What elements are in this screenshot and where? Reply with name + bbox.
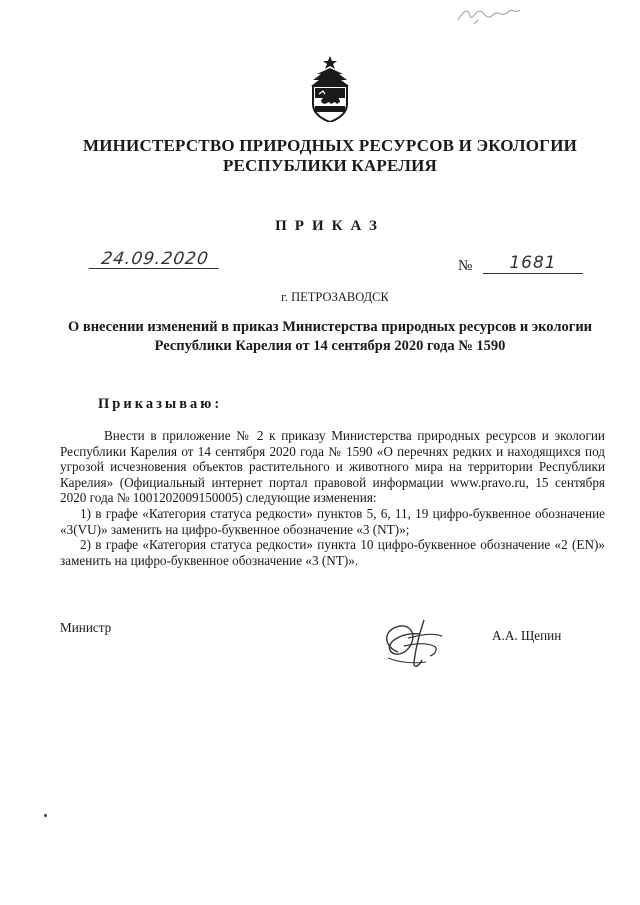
change-item-2: 2) в графе «Категория статуса редкости» пункта 10 цифро-буквенное обозначение «2 (EN)» заменить на цифро-буквенное обозначение «3 (NT)». bbox=[60, 537, 605, 568]
ministry-line-2: РЕСПУБЛИКИ КАРЕЛИЯ bbox=[222, 156, 438, 175]
subject-line-2: Республики Карелия от 14 сентября 2020 года № 1590 bbox=[154, 338, 506, 354]
ministry-name bbox=[40, 136, 620, 176]
order-number-label: № bbox=[458, 258, 473, 274]
order-body bbox=[60, 428, 605, 568]
change-item-1: 1) в графе «Категория статуса редкости» пунктов 5, 6, 11, 19 цифро-буквенное обозначение «3(VU)» заменить на цифро-буквенное обозначение «3 (NT)»; bbox=[60, 505, 605, 537]
body-paragraph: Внести в приложение № 2 к приказу Министерства природных ресурсов и экологии Республики Карелия от 14 сентября 2020 года № 1590 «О перечнях редких и находящихся под угрозой исчезновения объектов растительного и животного мира на территории Республики Карелия» (Официальный интернет портал правовой информации www.pravo.ru, 15 сентября 2020 года № 1001202009150005) следующие изменения: bbox=[60, 428, 605, 506]
page-speck bbox=[44, 814, 47, 817]
order-directive: Приказываю: bbox=[98, 396, 223, 412]
signer-title: Министр bbox=[60, 620, 112, 635]
handwritten-signature bbox=[368, 612, 454, 674]
document-type: ПРИКАЗ bbox=[275, 218, 385, 234]
city: г. ПЕТРОЗАВОДСК bbox=[281, 290, 389, 304]
order-number: 1681 bbox=[483, 254, 583, 274]
handwritten-mark bbox=[454, 2, 524, 28]
subject-line-1: О внесении изменений в приказ Министерства природных ресурсов и экологии bbox=[67, 319, 593, 335]
ministry-line-1: МИНИСТЕРСТВО ПРИРОДНЫХ РЕСУРСОВ И ЭКОЛОГИИ bbox=[82, 136, 578, 155]
order-date: 24.09.2020 bbox=[89, 250, 222, 269]
coat-of-arms-icon bbox=[307, 56, 353, 122]
order-subject bbox=[40, 318, 620, 356]
signer-name: А.А. Щепин bbox=[492, 628, 562, 643]
